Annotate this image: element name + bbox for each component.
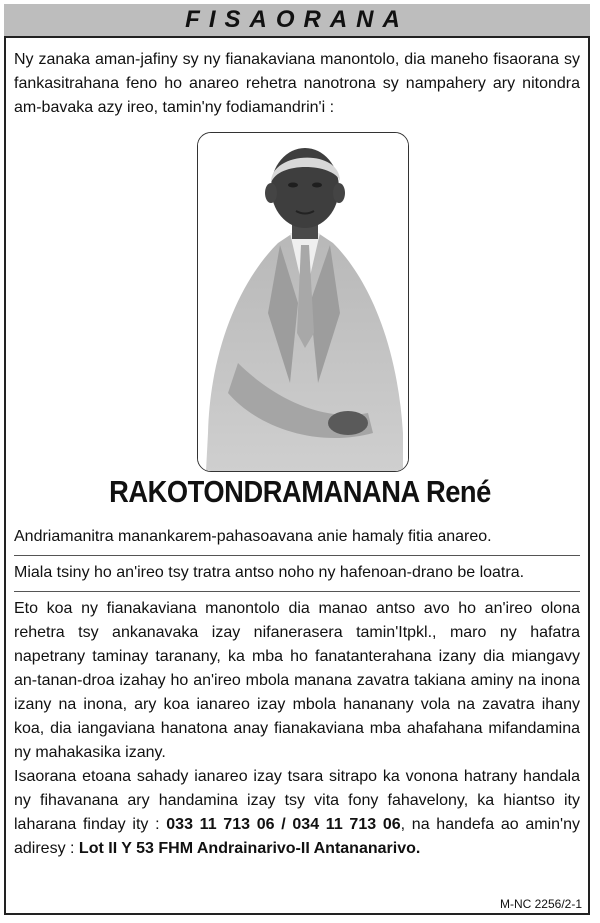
apology-text: Miala tsiny ho an'ireo tsy tratra antso noho ny hafenoan-drano be loatra.: [14, 564, 525, 581]
divider: [14, 591, 580, 592]
portrait-image: [198, 133, 408, 471]
intro-text: Ny zanaka aman-jafiny sy ny fianakaviana manontolo, dia maneho fisaorana sy fankasitrahana feno ho anareo rehetra nanotrona sy nampahery ary nitondra am-bavaka azy ireo, tamin'ny fodiamandrin'i :: [14, 51, 580, 116]
phone-separator: /: [274, 816, 293, 833]
header-bar: [4, 4, 590, 38]
divider: [14, 555, 580, 556]
header-title: FISAORANA: [185, 6, 409, 33]
address-intro: , na handefa ao amin'ny adiresy :: [14, 816, 580, 857]
paragraph-appeal: [14, 597, 580, 861]
phone-number-1: 033 11 713 06: [166, 816, 275, 833]
blessing-text: Andriamanitra manankarem-pahasoavana anie hamaly fitia anareo.: [14, 528, 492, 545]
appeal-text: Eto koa ny fianakaviana manontolo dia manao antso avo ho an'ireo olona rehetra tsy ankanavaka izay nifanerasera tamin'Itpkl., maro ny hafatra napetrany taminay taranany, ka mba ho fanatanterahana izany dia miangavy an-tanan-droa izahay ho an'ireo mbola manana zavatra takiana aminy na inona izany na inona, ary koa ianareo izay mbola hananany vola na zavatra ihany koa, dia iangaviana hanatona anay fianakaviana mba ahafahana mifandamina ny mahakasika izany.: [14, 600, 580, 761]
address: Lot II Y 53 FHM Andrainarivo-II Antananarivo.: [78, 840, 421, 857]
portrait-photo: [197, 132, 409, 472]
deceased-name: RAKOTONDRAMANANA René: [109, 474, 491, 509]
paragraph-blessing: [14, 525, 580, 549]
contact-text: Isaorana etoana sahady ianareo izay tsara sitrapo ka vonona hatrany handala ny fihavanana ary handamina izay tsy vita fony fahavelony, ka hiantso ity laharana finday ity :: [14, 768, 580, 833]
paragraph-apology: [14, 561, 580, 585]
intro-paragraph: [14, 48, 580, 120]
phone-number-2: 034 11 713 06: [292, 816, 401, 833]
reference-code: M-NC 2256/2-1: [499, 897, 582, 911]
